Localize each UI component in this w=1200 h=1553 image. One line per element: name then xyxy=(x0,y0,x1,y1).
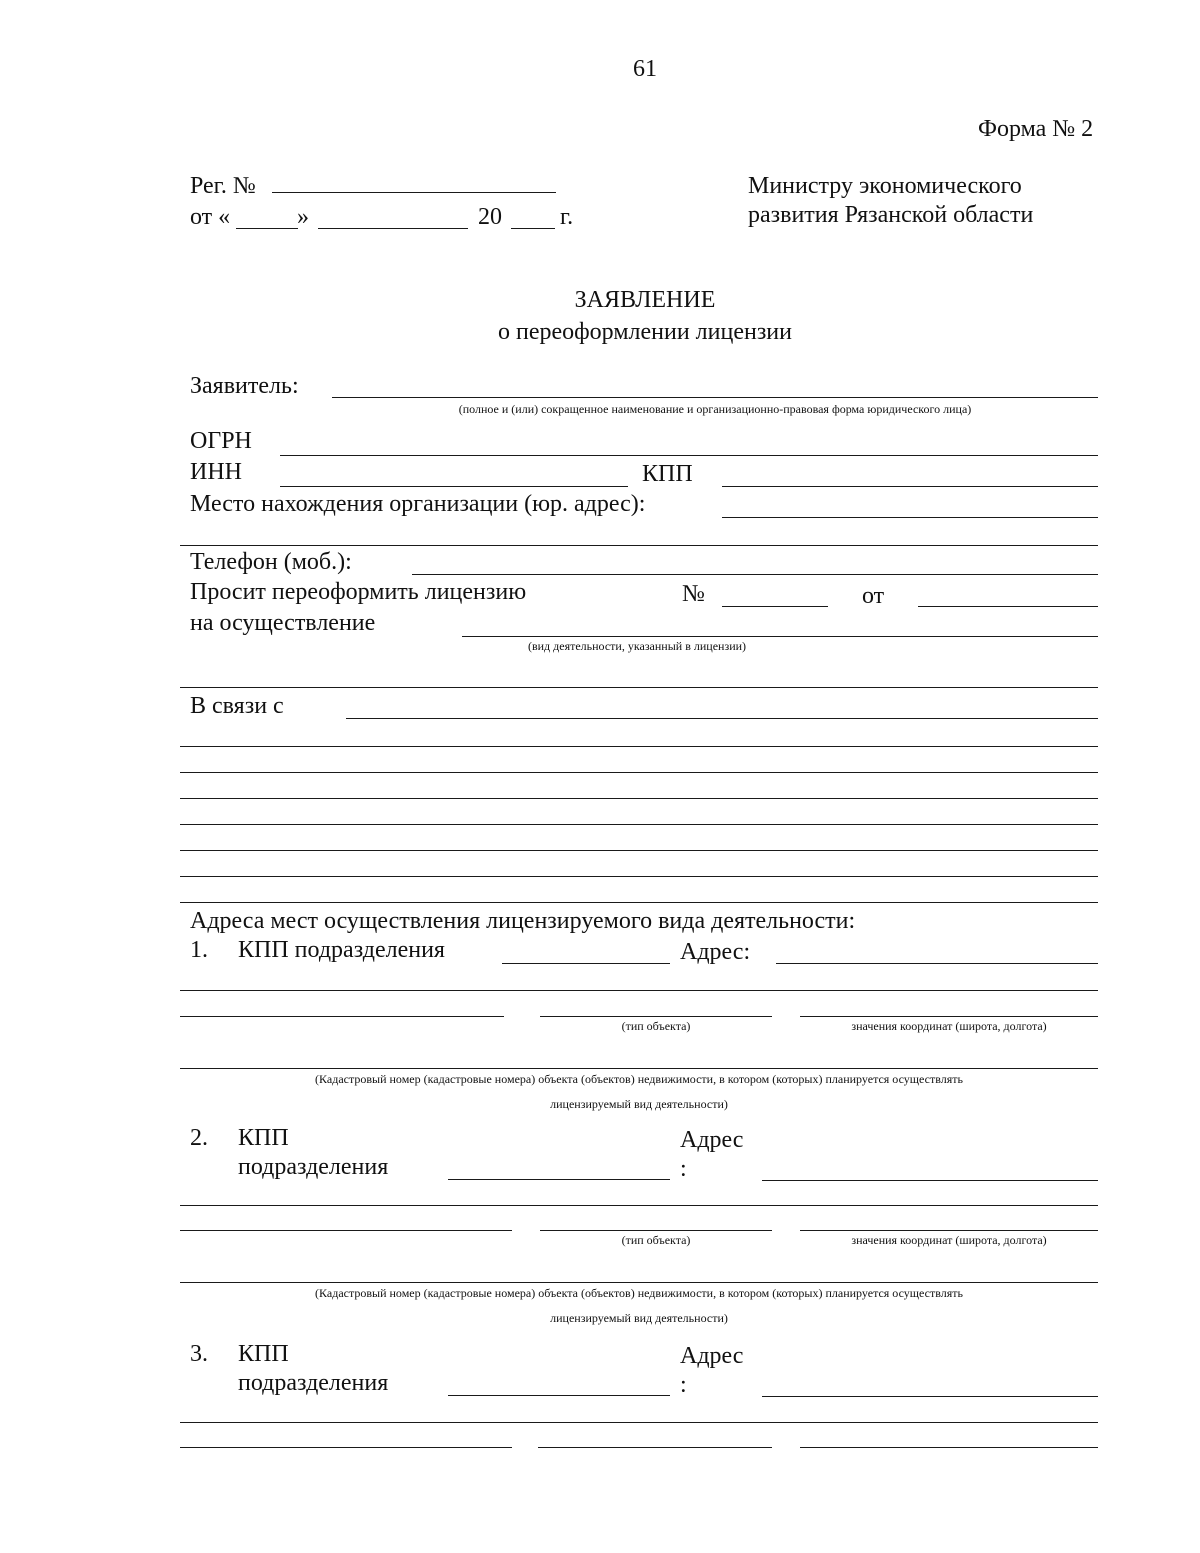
item3-coords-line[interactable] xyxy=(800,1447,1098,1448)
reason-line-7[interactable] xyxy=(180,876,1098,877)
item3-address-colon: : xyxy=(680,1372,687,1398)
license-no-line[interactable] xyxy=(722,606,828,607)
item2-object-type-line[interactable] xyxy=(540,1230,772,1231)
license-date-line[interactable] xyxy=(918,606,1098,607)
reason-label: В связи с xyxy=(190,693,284,719)
item3-address-label: Адрес xyxy=(680,1343,744,1369)
document-subtitle: о переоформлении лицензии xyxy=(497,319,792,345)
item3-kpp-label-2: подразделения xyxy=(238,1370,389,1396)
reason-line-8[interactable] xyxy=(180,902,1098,903)
applicant-label: Заявитель: xyxy=(190,373,299,399)
activity-hint: (вид деятельности, указанный в лицензии) xyxy=(527,639,747,653)
item1-kpp-label: КПП подразделения xyxy=(238,937,445,963)
reg-quote-close: » xyxy=(297,204,309,230)
reason-line-1[interactable] xyxy=(346,718,1098,719)
addresses-heading: Адреса мест осуществления лицензируемого вида деятельности: xyxy=(190,908,856,934)
reg-year-line[interactable] xyxy=(511,228,555,229)
reg-year-suffix: г. xyxy=(560,204,574,230)
inn-label: ИНН xyxy=(190,459,242,485)
activity-label: на осуществление xyxy=(190,610,376,636)
item3-number: 3. xyxy=(190,1341,208,1367)
reg-month-line[interactable] xyxy=(318,228,468,229)
phone-label: Телефон (моб.): xyxy=(190,549,352,575)
item1-cadastral-hint-1: (Кадастровый номер (кадастровые номера) объекта (объектов) недвижимости, в котором (которых) планируется осуществлять xyxy=(315,1072,963,1086)
item2-kpp-line[interactable] xyxy=(448,1179,670,1180)
reg-year-prefix: 20 xyxy=(478,204,502,230)
item1-address-line-2[interactable] xyxy=(180,990,1098,991)
item2-coords-hint: значения координат (широта, долгота) xyxy=(851,1233,1047,1247)
reason-line-4[interactable] xyxy=(180,798,1098,799)
form-label: Форма № 2 xyxy=(978,116,1094,142)
item2-cadastral-hint-1: (Кадастровый номер (кадастровые номера) объекта (объектов) недвижимости, в котором (которых) планируется осуществлять xyxy=(315,1286,963,1300)
item2-kpp-label-2: подразделения xyxy=(238,1154,389,1180)
kpp-label: КПП xyxy=(642,461,693,487)
reason-line-6[interactable] xyxy=(180,850,1098,851)
item2-address-line-2[interactable] xyxy=(180,1205,1098,1206)
applicant-hint: (полное и (или) сокращенное наименование и организационно-правовая форма юридического лица) xyxy=(458,402,972,416)
item3-extra-line[interactable] xyxy=(180,1447,512,1448)
kpp-line[interactable] xyxy=(722,486,1098,487)
item3-address-line-2[interactable] xyxy=(180,1422,1098,1423)
reg-no-line[interactable] xyxy=(272,192,556,193)
item1-object-type-line[interactable] xyxy=(540,1016,772,1017)
legal-address-line-2[interactable] xyxy=(180,545,1098,546)
item1-object-type-hint: (тип объекта) xyxy=(621,1019,691,1033)
document-title: ЗАЯВЛЕНИЕ xyxy=(574,287,716,313)
item2-coords-line[interactable] xyxy=(800,1230,1098,1231)
applicant-name-line[interactable] xyxy=(332,397,1098,398)
reg-no-label: Рег. № xyxy=(190,173,256,199)
reg-day-line[interactable] xyxy=(236,228,298,229)
item2-address-label: Адрес xyxy=(680,1127,744,1153)
item1-address-line[interactable] xyxy=(776,963,1098,964)
item1-number: 1. xyxy=(190,937,208,963)
item2-extra-line[interactable] xyxy=(180,1230,512,1231)
inn-line[interactable] xyxy=(280,486,628,487)
reason-line-3[interactable] xyxy=(180,772,1098,773)
reason-line-2[interactable] xyxy=(180,746,1098,747)
item1-cadastral-hint-2: лицензируемый вид деятельности) xyxy=(550,1097,728,1111)
item1-extra-line[interactable] xyxy=(180,1016,504,1017)
ogrn-line[interactable] xyxy=(280,455,1098,456)
item2-address-line[interactable] xyxy=(762,1180,1098,1181)
addressee-line-2: развития Рязанской области xyxy=(748,202,1034,228)
item3-kpp-line[interactable] xyxy=(448,1395,670,1396)
item3-kpp-label: КПП xyxy=(238,1341,289,1367)
phone-line[interactable] xyxy=(412,574,1098,575)
item1-address-label: Адрес: xyxy=(680,939,751,965)
legal-address-label: Место нахождения организации (юр. адрес): xyxy=(190,491,646,517)
item3-object-type-line[interactable] xyxy=(538,1447,772,1448)
reg-from-label: от « xyxy=(190,204,231,230)
request-label: Просит переоформить лицензию xyxy=(190,579,527,605)
item2-cadastral-line[interactable] xyxy=(180,1282,1098,1283)
item2-cadastral-hint-2: лицензируемый вид деятельности) xyxy=(550,1311,728,1325)
item3-address-line[interactable] xyxy=(762,1396,1098,1397)
activity-line-2[interactable] xyxy=(180,687,1098,688)
item2-kpp-label: КПП xyxy=(238,1125,289,1151)
item2-object-type-hint: (тип объекта) xyxy=(621,1233,691,1247)
item2-address-colon: : xyxy=(680,1156,687,1182)
ogrn-label: ОГРН xyxy=(190,428,252,454)
item1-coords-line[interactable] xyxy=(800,1016,1098,1017)
addressee-line-1: Министру экономического xyxy=(748,173,1022,199)
item1-coords-hint: значения координат (широта, долгота) xyxy=(851,1019,1047,1033)
page-number: 61 xyxy=(633,56,657,82)
legal-address-line-1[interactable] xyxy=(722,517,1098,518)
reason-line-5[interactable] xyxy=(180,824,1098,825)
item2-number: 2. xyxy=(190,1125,208,1151)
license-from-label: от xyxy=(862,583,885,609)
license-no-label: № xyxy=(682,581,705,607)
item1-kpp-line[interactable] xyxy=(502,963,670,964)
item1-cadastral-line[interactable] xyxy=(180,1068,1098,1069)
activity-line[interactable] xyxy=(462,636,1098,637)
